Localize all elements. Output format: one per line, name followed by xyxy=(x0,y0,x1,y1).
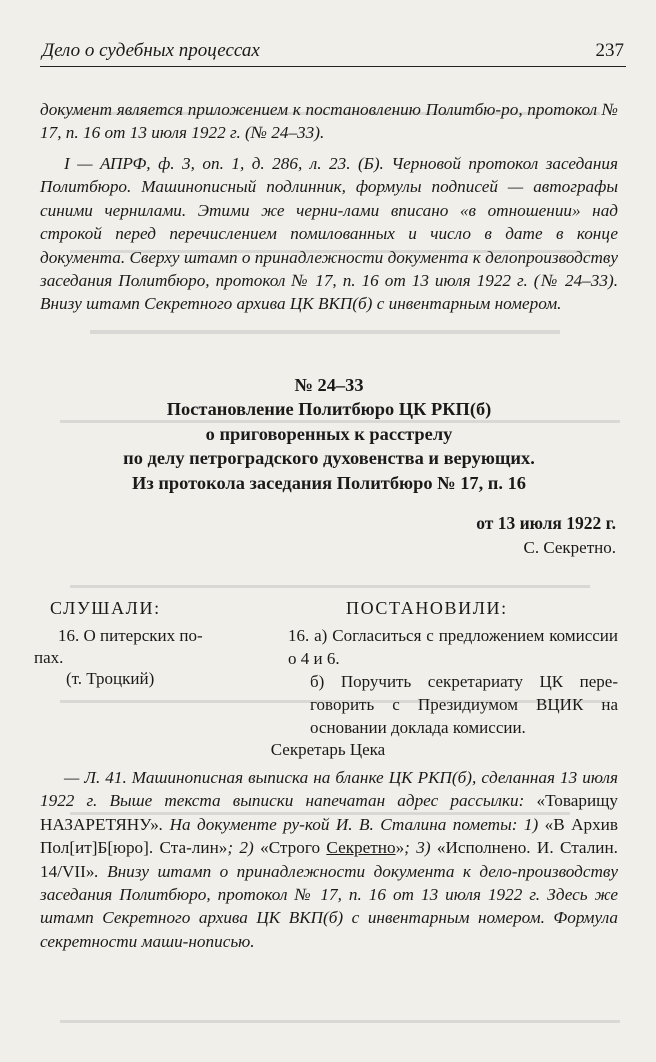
note-part-5: ; 2) xyxy=(227,838,261,858)
header-rule xyxy=(40,66,626,67)
note-mark-1: «В Архив Пол[ит]Б[юро]. Ста-лин» xyxy=(40,814,619,858)
document-number: № 24–33 xyxy=(294,375,364,395)
heard-item-line-1: 16. О питерских по- xyxy=(58,626,203,645)
note-part-9: . Внизу штамп о принадлежности документа к дело-производству заседания Политбюро, протокол № 17, п. 16 от 13 июля 1922 г. Здесь же штамп Секретного архива ЦК ВКП(б) с инвентарным номером. Формула секретности маши-нописью. xyxy=(40,861,618,951)
title-line-2: о приговоренных к расстрелу xyxy=(205,423,453,444)
page-number: 237 xyxy=(595,40,624,61)
resolved-header: ПОСТАНОВИЛИ: xyxy=(346,598,508,618)
note-address: «Товарищу НАЗАРЕТЯНУ» xyxy=(40,791,618,834)
archival-note-draft: I — АПРФ, ф. 3, оп. 1, д. 286, л. 23. (Б). Черновой протокол заседания Политбюро. Машинописный подлинник, формулы подписей — автографы синими чернилами. Этими же черни-лами вписано «в отношении» над строкой перед перечислением помилованных и число в дате в конце документа. Сверху штамп о принадлежности документа к делопроизводству заседания Политбюро, протокол № 17, п. 16 от 13 июля 1922 г. (№ 24–33). Внизу штамп Секретного архива ЦК ВКП(б) с инвентарным номером. xyxy=(40,154,618,314)
note-continuation: документ является приложением к постановлению Политбю-ро, протокол № 17, п. 16 от 13 июля 1922 г. (№ 24–33). xyxy=(40,100,618,143)
running-header xyxy=(42,36,624,66)
heard-item-line-2: пах. xyxy=(34,648,64,667)
resolved-items xyxy=(288,624,618,739)
note-part-1: — Л. 41. Машинописная выписка на бланке ЦК РКП(б), сделанная 13 июля 1922 г. Выше текста выписки напечатан адрес рассылки: xyxy=(40,768,618,811)
document-date: от 13 июля 1922 г. xyxy=(476,513,616,533)
title-line-1: Постановление Политбюро ЦК РКП(б) xyxy=(166,399,492,420)
title-line-4: Из протокола заседания Политбюро № 17, п. 16 xyxy=(132,472,526,493)
heard-header: СЛУШАЛИ: xyxy=(50,598,161,618)
note-mark-2a: «Строго xyxy=(260,838,327,858)
signature-line: Секретарь Цека xyxy=(270,740,386,759)
resolved-item-a: 16. а) Согласиться с предложением комиссии о 4 и 6. xyxy=(288,626,618,668)
document-title xyxy=(40,373,618,495)
secrecy-mark: С. Секретно. xyxy=(523,538,616,557)
running-title: Дело о судебных процессах xyxy=(42,40,260,61)
note-mark-2-underlined: Секретно xyxy=(326,838,396,858)
note-mark-2b: » xyxy=(395,838,405,858)
heard-item-speaker: (т. Троцкий) xyxy=(66,669,155,688)
note-part-7: ; 3) xyxy=(404,838,437,858)
resolved-item-b: б) Поручить секретариату ЦК пере-говорить с Президиумом ВЦИК на основании доклада комиссии. xyxy=(310,672,618,737)
title-line-3: по делу петроградского духовенства и верующих. xyxy=(123,448,535,469)
note-part-3: . На документе ру-кой И. В. Сталина пометы: 1) xyxy=(158,814,545,834)
note-mark-3: «Исполнено. И. Сталин. 14/VII» xyxy=(40,838,618,881)
archival-note-extract xyxy=(40,766,618,953)
